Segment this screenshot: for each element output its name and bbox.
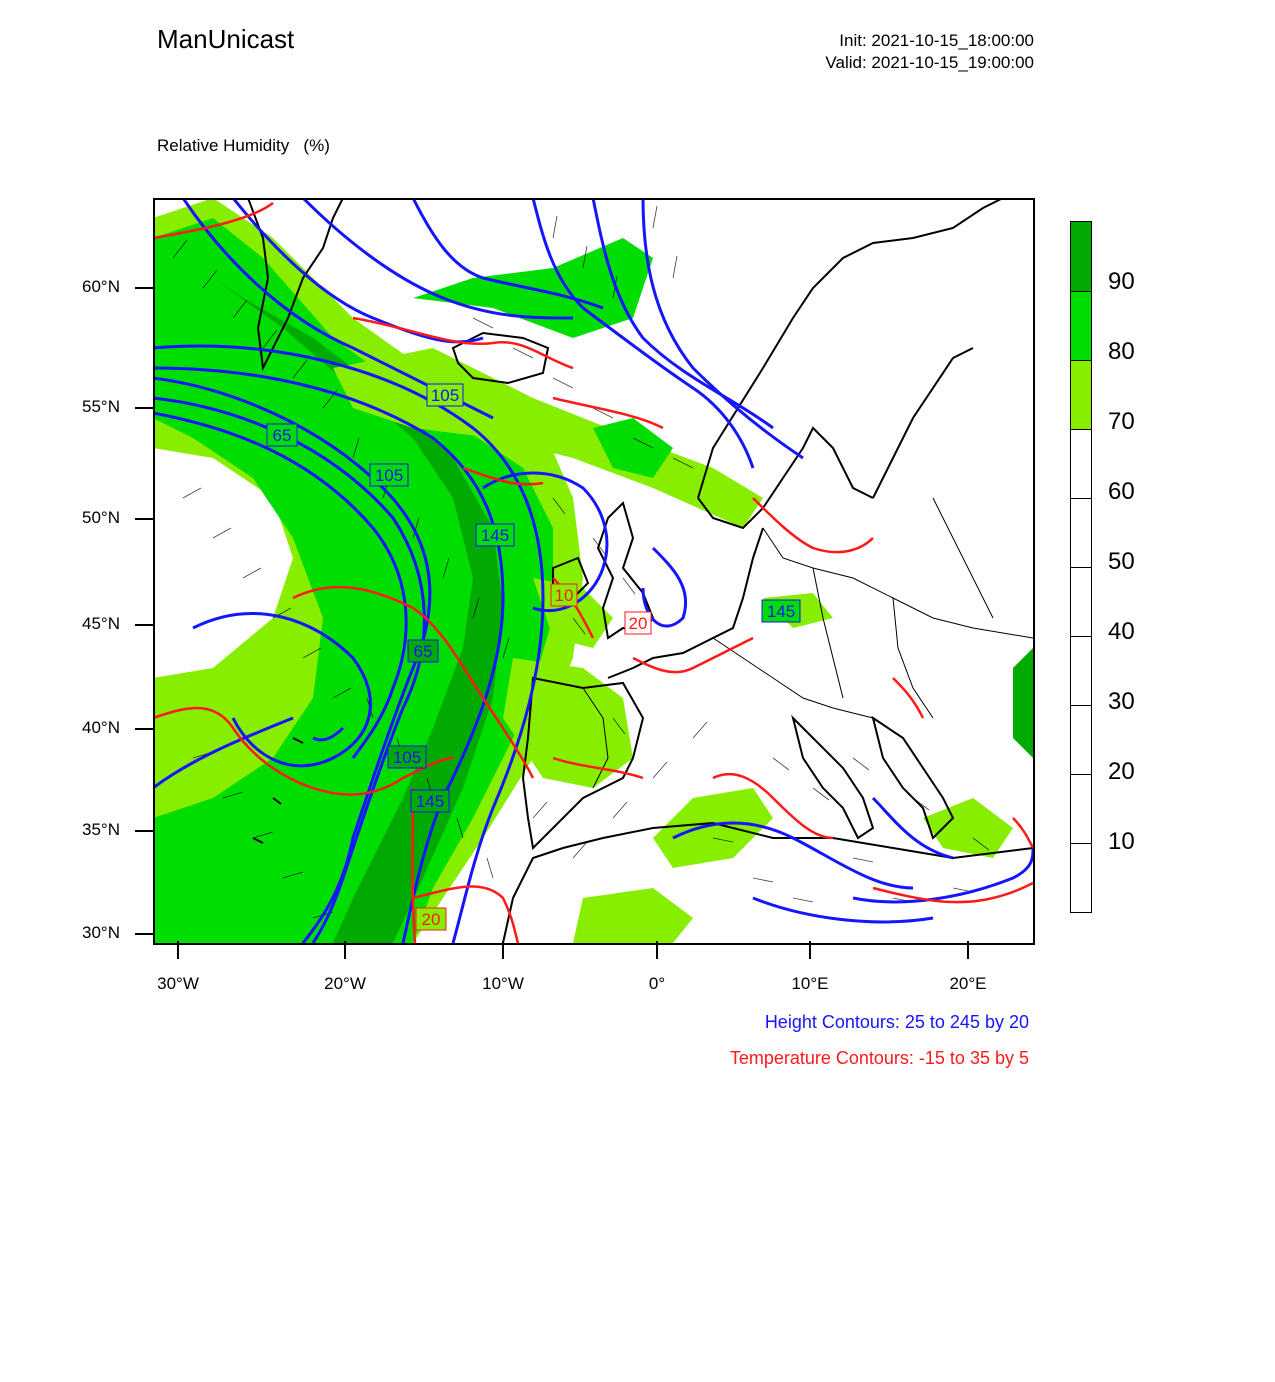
colorbar-cell [1071,843,1091,912]
lat-tick [135,624,153,626]
forecast-times [825,30,1034,74]
height-label-text: 65 [272,426,292,445]
lon-tick [967,941,969,959]
height-label-text: 105 [392,748,422,767]
map-panel [153,198,1033,943]
colorbar-label: 70 [1108,408,1135,435]
height-label-text: 105 [430,386,460,405]
lat-tick [135,830,153,832]
colorbar-label: 20 [1108,758,1135,785]
lon-tick [809,941,811,959]
field-rh: Relative Humidity (%) [157,136,330,155]
height-label-text: 145 [766,602,796,621]
colorbar-label: 10 [1108,828,1135,855]
temperature-label-text: 20 [628,614,648,633]
colorbar-label: 40 [1108,618,1135,645]
lon-label: 20°W [324,974,366,993]
lon-tick [656,941,658,959]
colorbar-label: 90 [1108,268,1135,295]
map-svg [153,198,1033,943]
lat-label: 35°N [82,820,120,839]
lat-tick [135,933,153,935]
lat-tick [135,287,153,289]
colorbar-cell [1071,222,1091,291]
height-label [427,384,463,406]
lon-tick [502,941,504,959]
height-label [267,424,297,446]
lat-label: 30°N [82,923,120,942]
colorbar-label: 30 [1108,688,1135,715]
lat-tick [135,728,153,730]
chart-title: ManUnicast [157,24,295,54]
height-label [476,524,514,546]
colorbar-cell [1071,291,1091,360]
temperature-label [416,908,446,930]
temperature-label [625,612,651,634]
temperature-contour-note: Temperature Contours: -15 to 35 by 5 [729,1048,1029,1068]
temperature-label-text: 20 [421,910,441,929]
lat-tick [135,407,153,409]
colorbar-cell [1071,360,1091,429]
lon-label: 10°W [482,974,524,993]
lat-label: 45°N [82,614,120,633]
lon-label: 30°W [157,974,199,993]
lon-tick [177,941,179,959]
height-contour-note: Height Contours: 25 to 245 by 20 [764,1012,1029,1032]
height-label [411,790,449,812]
height-label [388,746,426,768]
colorbar-label: 50 [1108,548,1135,575]
colorbar-label: 60 [1108,478,1135,505]
lon-label: 0° [648,974,666,993]
height-label [762,600,800,622]
colorbar-label: 80 [1108,338,1135,365]
lon-label: 20°E [949,974,987,993]
height-label-text: 145 [415,792,445,811]
lat-label: 60°N [82,277,120,296]
colorbar-cell [1071,636,1091,705]
height-label-text: 65 [413,642,433,661]
height-label-text: 145 [480,526,510,545]
valid-time: Valid: 2021-10-15_19:00:00 [825,53,1034,72]
init-time: Init: 2021-10-15_18:00:00 [839,31,1034,50]
height-label-text: 105 [374,466,404,485]
lat-label: 55°N [82,397,120,416]
colorbar-cell [1071,498,1091,567]
height-label [370,464,408,486]
height-label [408,640,438,662]
colorbar [1070,221,1092,913]
temperature-label [551,584,577,606]
lat-label: 40°N [82,718,120,737]
lat-label: 50°N [82,508,120,527]
lon-tick [344,941,346,959]
temperature-label-text: 10 [554,586,574,605]
lat-tick [135,518,153,520]
lon-label: 10°E [791,974,829,993]
colorbar-cell [1071,774,1091,843]
colorbar-cell [1071,705,1091,774]
colorbar-cell [1071,567,1091,636]
colorbar-cell [1071,429,1091,498]
